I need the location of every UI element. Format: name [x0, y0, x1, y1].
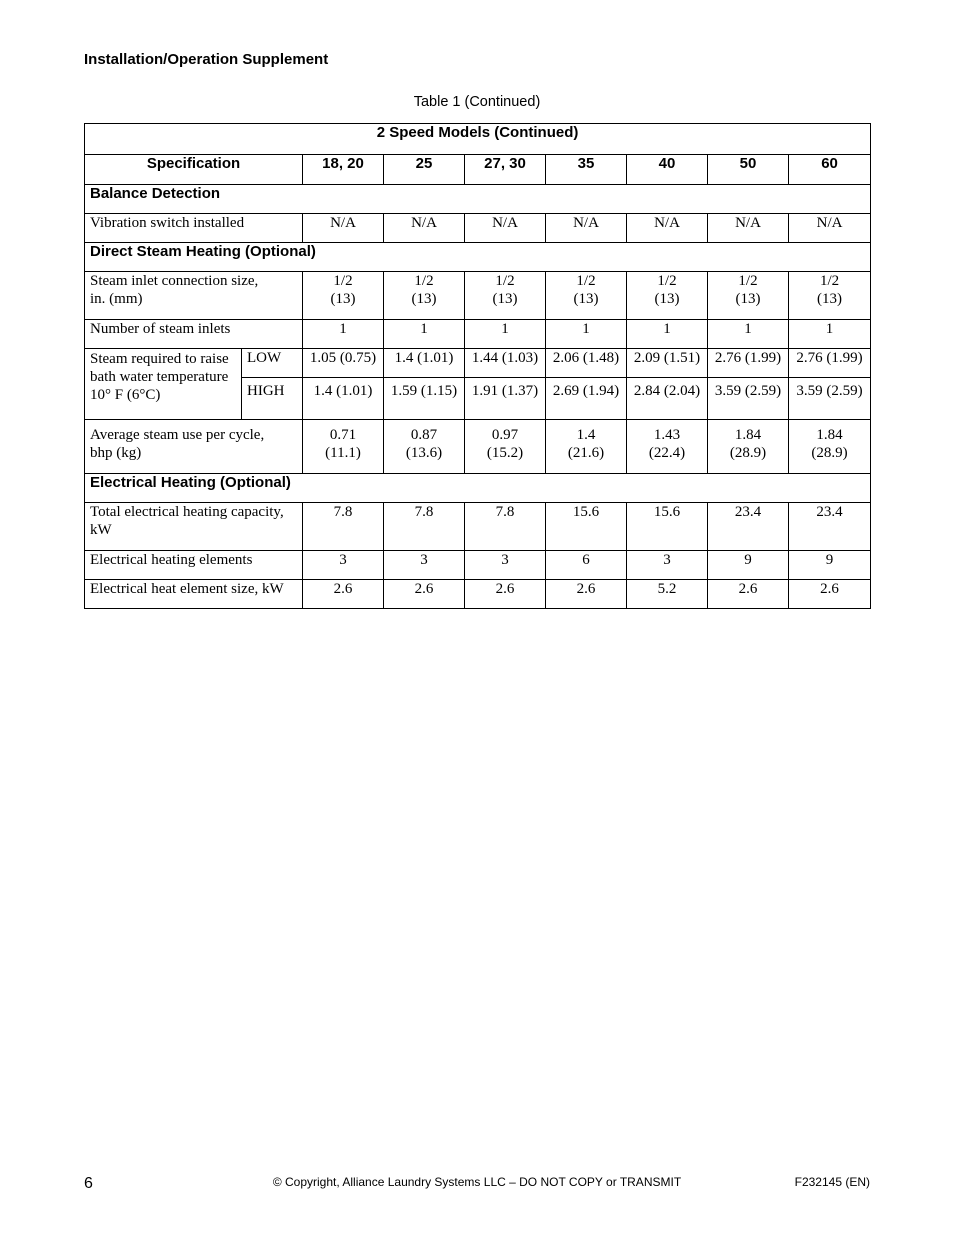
- table-cell: 2.84 (2.04): [627, 378, 708, 420]
- table-cell: 1: [789, 320, 871, 349]
- table-cell: 1/2 (13): [384, 272, 465, 320]
- table-cell: N/A: [708, 214, 789, 243]
- table-cell: 0.97 (15.2): [465, 420, 546, 474]
- table-cell: 7.8: [465, 503, 546, 551]
- column-header: 50: [708, 155, 789, 185]
- table-cell: 2.6: [708, 580, 789, 609]
- table-cell: 7.8: [303, 503, 384, 551]
- table-row: [85, 420, 871, 474]
- copyright-notice: © Copyright, Alliance Laundry Systems LLC – DO NOT COPY or TRANSMIT: [272, 1175, 682, 1189]
- row-label: Number of steam inlets: [85, 320, 303, 349]
- table-cell: 1.43 (22.4): [627, 420, 708, 474]
- table-cell: 1.4 (1.01): [303, 378, 384, 420]
- table-cell: 5.2: [627, 580, 708, 609]
- table-cell: 23.4: [708, 503, 789, 551]
- table-cell: 2.6: [789, 580, 871, 609]
- row-label: Steam inlet connection size, in. (mm): [85, 272, 303, 320]
- table-cell: 2.76 (1.99): [789, 349, 871, 378]
- table-cell: 15.6: [627, 503, 708, 551]
- table-row: [85, 503, 871, 551]
- column-header: Specification: [85, 155, 303, 185]
- table-cell: 0.71 (11.1): [303, 420, 384, 474]
- row-label: Electrical heat element size, kW: [85, 580, 303, 609]
- table-caption: Table 1 (Continued): [413, 94, 541, 110]
- table-cell: 1: [303, 320, 384, 349]
- row-label: Vibration switch installed: [85, 214, 303, 243]
- table-row: [85, 551, 871, 580]
- table-cell: 2.6: [546, 580, 627, 609]
- table-cell: 2.6: [303, 580, 384, 609]
- table-cell: 3: [384, 551, 465, 580]
- table-cell: 1.91 (1.37): [465, 378, 546, 420]
- page-number: 6: [84, 1175, 93, 1192]
- row-label: Steam required to raise bath water temperature 10° F (6°C): [85, 349, 242, 420]
- column-header: 40: [627, 155, 708, 185]
- section-heading: Direct Steam Heating (Optional): [85, 243, 871, 272]
- table-cell: N/A: [627, 214, 708, 243]
- column-header: 35: [546, 155, 627, 185]
- table-cell: 1/2 (13): [465, 272, 546, 320]
- table-cell: 1.59 (1.15): [384, 378, 465, 420]
- table-cell: N/A: [303, 214, 384, 243]
- column-header: 25: [384, 155, 465, 185]
- row-label: Total electrical heating capacity, kW: [85, 503, 303, 551]
- table-cell: 1: [627, 320, 708, 349]
- table-cell: N/A: [384, 214, 465, 243]
- table-cell: 2.09 (1.51): [627, 349, 708, 378]
- table-cell: 2.69 (1.94): [546, 378, 627, 420]
- table-row: [85, 320, 871, 349]
- table-cell: 3: [627, 551, 708, 580]
- table-cell: 0.87 (13.6): [384, 420, 465, 474]
- table-cell: 1.84 (28.9): [789, 420, 871, 474]
- table-cell: 1: [465, 320, 546, 349]
- table-cell: 3.59 (2.59): [789, 378, 871, 420]
- section-heading: Balance Detection: [85, 185, 871, 214]
- table-cell: 1: [708, 320, 789, 349]
- spec-table: [84, 123, 871, 609]
- table-cell: 1.05 (0.75): [303, 349, 384, 378]
- sub-label-high: HIGH: [242, 378, 303, 420]
- table-cell: 3: [303, 551, 384, 580]
- table-cell: 1: [384, 320, 465, 349]
- table-cell: 3: [465, 551, 546, 580]
- table-cell: 9: [789, 551, 871, 580]
- table-cell: 2.76 (1.99): [708, 349, 789, 378]
- sub-label-low: LOW: [242, 349, 303, 378]
- table-cell: 1: [546, 320, 627, 349]
- table-cell: 9: [708, 551, 789, 580]
- section-heading: Electrical Heating (Optional): [85, 474, 871, 503]
- table-cell: 1/2 (13): [627, 272, 708, 320]
- table-title: 2 Speed Models (Continued): [85, 124, 871, 155]
- table-cell: N/A: [546, 214, 627, 243]
- row-label: Electrical heating elements: [85, 551, 303, 580]
- table-cell: 1/2 (13): [546, 272, 627, 320]
- table-cell: 1/2 (13): [708, 272, 789, 320]
- table-cell: 6: [546, 551, 627, 580]
- table-cell: 1.4 (1.01): [384, 349, 465, 378]
- table-cell: 1/2 (13): [303, 272, 384, 320]
- table-row: [85, 580, 871, 609]
- table-row: [85, 214, 871, 243]
- table-cell: N/A: [465, 214, 546, 243]
- table-cell: 2.06 (1.48): [546, 349, 627, 378]
- document-header: Installation/Operation Supplement: [84, 51, 329, 68]
- row-label: Average steam use per cycle, bhp (kg): [85, 420, 303, 474]
- document-number: F232145 (EN): [794, 1175, 870, 1189]
- table-cell: N/A: [789, 214, 871, 243]
- column-header: 27, 30: [465, 155, 546, 185]
- table-cell: 2.6: [465, 580, 546, 609]
- table-cell: 7.8: [384, 503, 465, 551]
- table-cell: 3.59 (2.59): [708, 378, 789, 420]
- table-cell: 23.4: [789, 503, 871, 551]
- table-cell: 1.44 (1.03): [465, 349, 546, 378]
- table-cell: 2.6: [384, 580, 465, 609]
- table-cell: 15.6: [546, 503, 627, 551]
- column-header: 18, 20: [303, 155, 384, 185]
- column-header: 60: [789, 155, 871, 185]
- table-cell: 1/2 (13): [789, 272, 871, 320]
- column-header-row: [85, 155, 871, 185]
- table-cell: 1.84 (28.9): [708, 420, 789, 474]
- table-cell: 1.4 (21.6): [546, 420, 627, 474]
- table-row: [85, 272, 871, 320]
- table-row: [85, 349, 871, 378]
